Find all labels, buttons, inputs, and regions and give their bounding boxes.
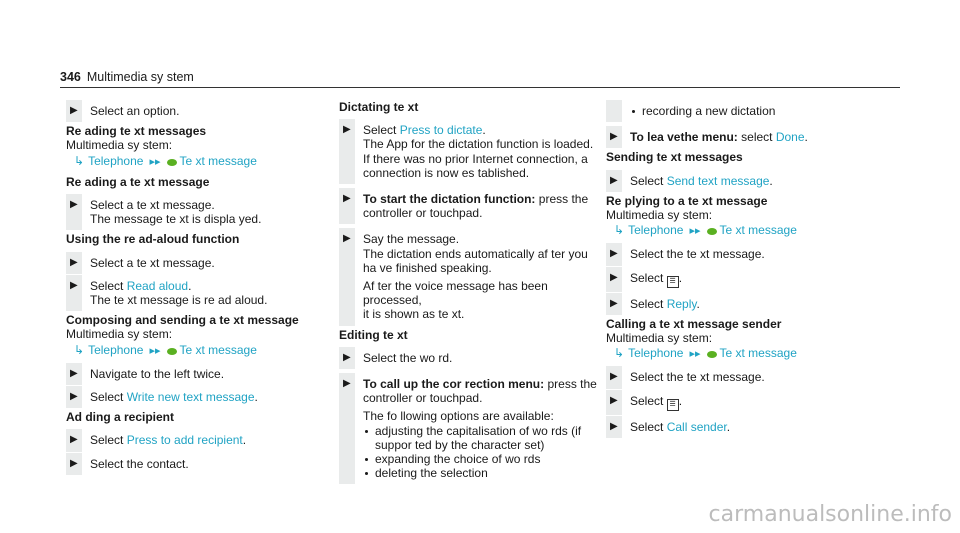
section-heading: Composing and sending a te xt message [66,313,299,328]
step: ▶ Say the message. The dictation ends automatically af ter you ha ve finished speaking. Af ter the voice message has been processed, it is shown as te xt. [339,232,601,321]
press-to-add-recipient-link[interactable]: Press to add recipient [126,433,243,448]
step: ▶ Select the wo rd. [339,351,601,365]
section-heading: Ad ding a recipient [66,410,175,425]
step: ▶ Select a te xt message. [66,256,312,270]
submenu-arrow-icon: ↳ [74,153,85,168]
read-aloud-link[interactable]: Read aloud [126,278,189,293]
step: ▶ Select Send text message. [606,174,836,188]
step: ▶ Select Read aloud. The te xt message is re ad aloud. [66,279,312,307]
write-new-text-message-link[interactable]: Write new text message [126,390,255,405]
arrow-icon: ▶ [70,199,78,211]
column-3: recording a new dictation ▶ To lea vethe menu: select Done. Sending te xt messages ▶ Select Send text message. Re plying to a te xt message Multimedia sy stem: ↳ Telephone ▸▸ Te xt message ▶ Select the te xt message. ▶ Select ☰ . ▶ Select Reply. Calling a te xt message sender Multimedia sy stem: ↳ Telephone ▸▸ Te xt message ▶ Select the te xt message. ▶ Select ☰ . ▶ Select Call sender. [606,100,836,434]
path-telephone[interactable]: Telephone [88,153,144,168]
header-rule [60,87,900,88]
menu-path: ↳ Telephone ▸▸ Te xt message [74,342,257,357]
section-heading: Using the re ad-aloud function [66,232,240,247]
section-heading: Editing te xt [339,327,408,342]
section-heading: Re ading te xt messages [66,124,207,139]
step: ▶ Select Press to add recipient. [66,433,312,447]
step: ▶ To lea vethe menu: select Done. [606,130,836,144]
path-text-message[interactable]: Te xt message [179,153,257,168]
column-2 [339,100,601,480]
step: ▶ Select Call sender. [606,420,836,434]
step [606,104,836,118]
step: ▶ Select Write new text message. [66,390,312,404]
section-heading: Sending te xt messages [606,150,743,165]
step: ▶ To start the dictation function: press the controller or touchpad. [339,192,601,220]
list-item: deleting the selection [363,466,601,480]
step: ▶ Navigate to the left twice. [66,367,312,381]
watermark: carmanualsonline.info [708,502,952,527]
step: ▶ Select a te xt message. The message te xt is displa yed. [66,198,312,226]
step: ▶ Select the contact. [66,457,312,471]
page-header [60,70,194,84]
arrow-icon: ▶ [70,105,78,116]
press-to-dictate-link[interactable]: Press to dictate [399,123,483,138]
menu-path: ↳ Telephone ▸▸ Te xt message [614,346,797,361]
menu-path: ↳ Telephone ▸▸ Te xt message [614,223,797,238]
section-heading: Re plying to a te xt message [606,193,768,208]
message-bubble-icon [707,351,717,358]
menu-icon[interactable]: ☰ [667,399,679,411]
step: ▶ Select the te xt message. [606,370,836,384]
header-title: Multimedia sy stem [86,70,194,84]
page-number: 346 [60,70,81,84]
arrow-icon: ▶ [70,256,78,268]
step: ▶ Select ☰ . [606,394,836,411]
menu-icon[interactable]: ☰ [667,276,679,288]
arrow-icon: ▶ [70,279,78,291]
step: ▶ Select Reply. [606,297,836,311]
step: ▶ To call up the cor rection menu: press the controller or touchpad. The fo llowing options are available: adjusting the capitalisation of wo rds (if suppor ted by the character set) expanding the choice of wo rds deleting the selection [339,377,601,480]
message-bubble-icon [707,228,717,235]
step: ▶ Select ☰ . [606,271,836,288]
menu-path [66,154,312,169]
section-heading: Re ading a te xt message [66,174,210,189]
list-item: adjusting the capitalisation of wo rds (if [363,424,601,438]
reply-link[interactable]: Reply [666,296,697,311]
column-1: ▶ Select an option. Re ading te xt messages Multimedia sy stem: ↳ Telephone ▸▸ Te xt message Re ading a te xt message ▶ Select a te xt message. The message te xt is displa yed. Using the re ad-aloud function ▶ Select a te xt message. ▶ Select Read aloud. The te xt message is re ad aloud. Composing and sending a te xt message Multimedia sy stem: ↳ Telephone ▸▸ Te xt message ▶ Navigate to the left twice. ▶ Select Write new text message. Ad ding a recipient ▶ Select Press to add recipient. ▶ Select the contact. [66,100,312,471]
double-chevron-icon: ▸▸ [149,155,161,168]
section-heading: Dictating te xt [339,100,419,114]
call-sender-link[interactable]: Call sender [666,419,727,434]
step: ▶ Select the te xt message. [606,247,836,261]
message-bubble-icon [167,348,177,355]
done-link[interactable]: Done [775,130,805,145]
step: ▶ Select an option. [66,104,312,118]
send-text-message-link[interactable]: Send text message [666,173,770,188]
message-bubble-icon [167,159,177,166]
step: ▶ Select Press to dictate. The App for the dictation function is loaded. If there was no prior Internet connection, a connection is now es tablished. [339,123,601,180]
list-item: recording a new dictation [630,104,836,118]
section-heading: Calling a te xt message sender [606,316,782,331]
list-item: expanding the choice of wo rds [363,452,601,466]
